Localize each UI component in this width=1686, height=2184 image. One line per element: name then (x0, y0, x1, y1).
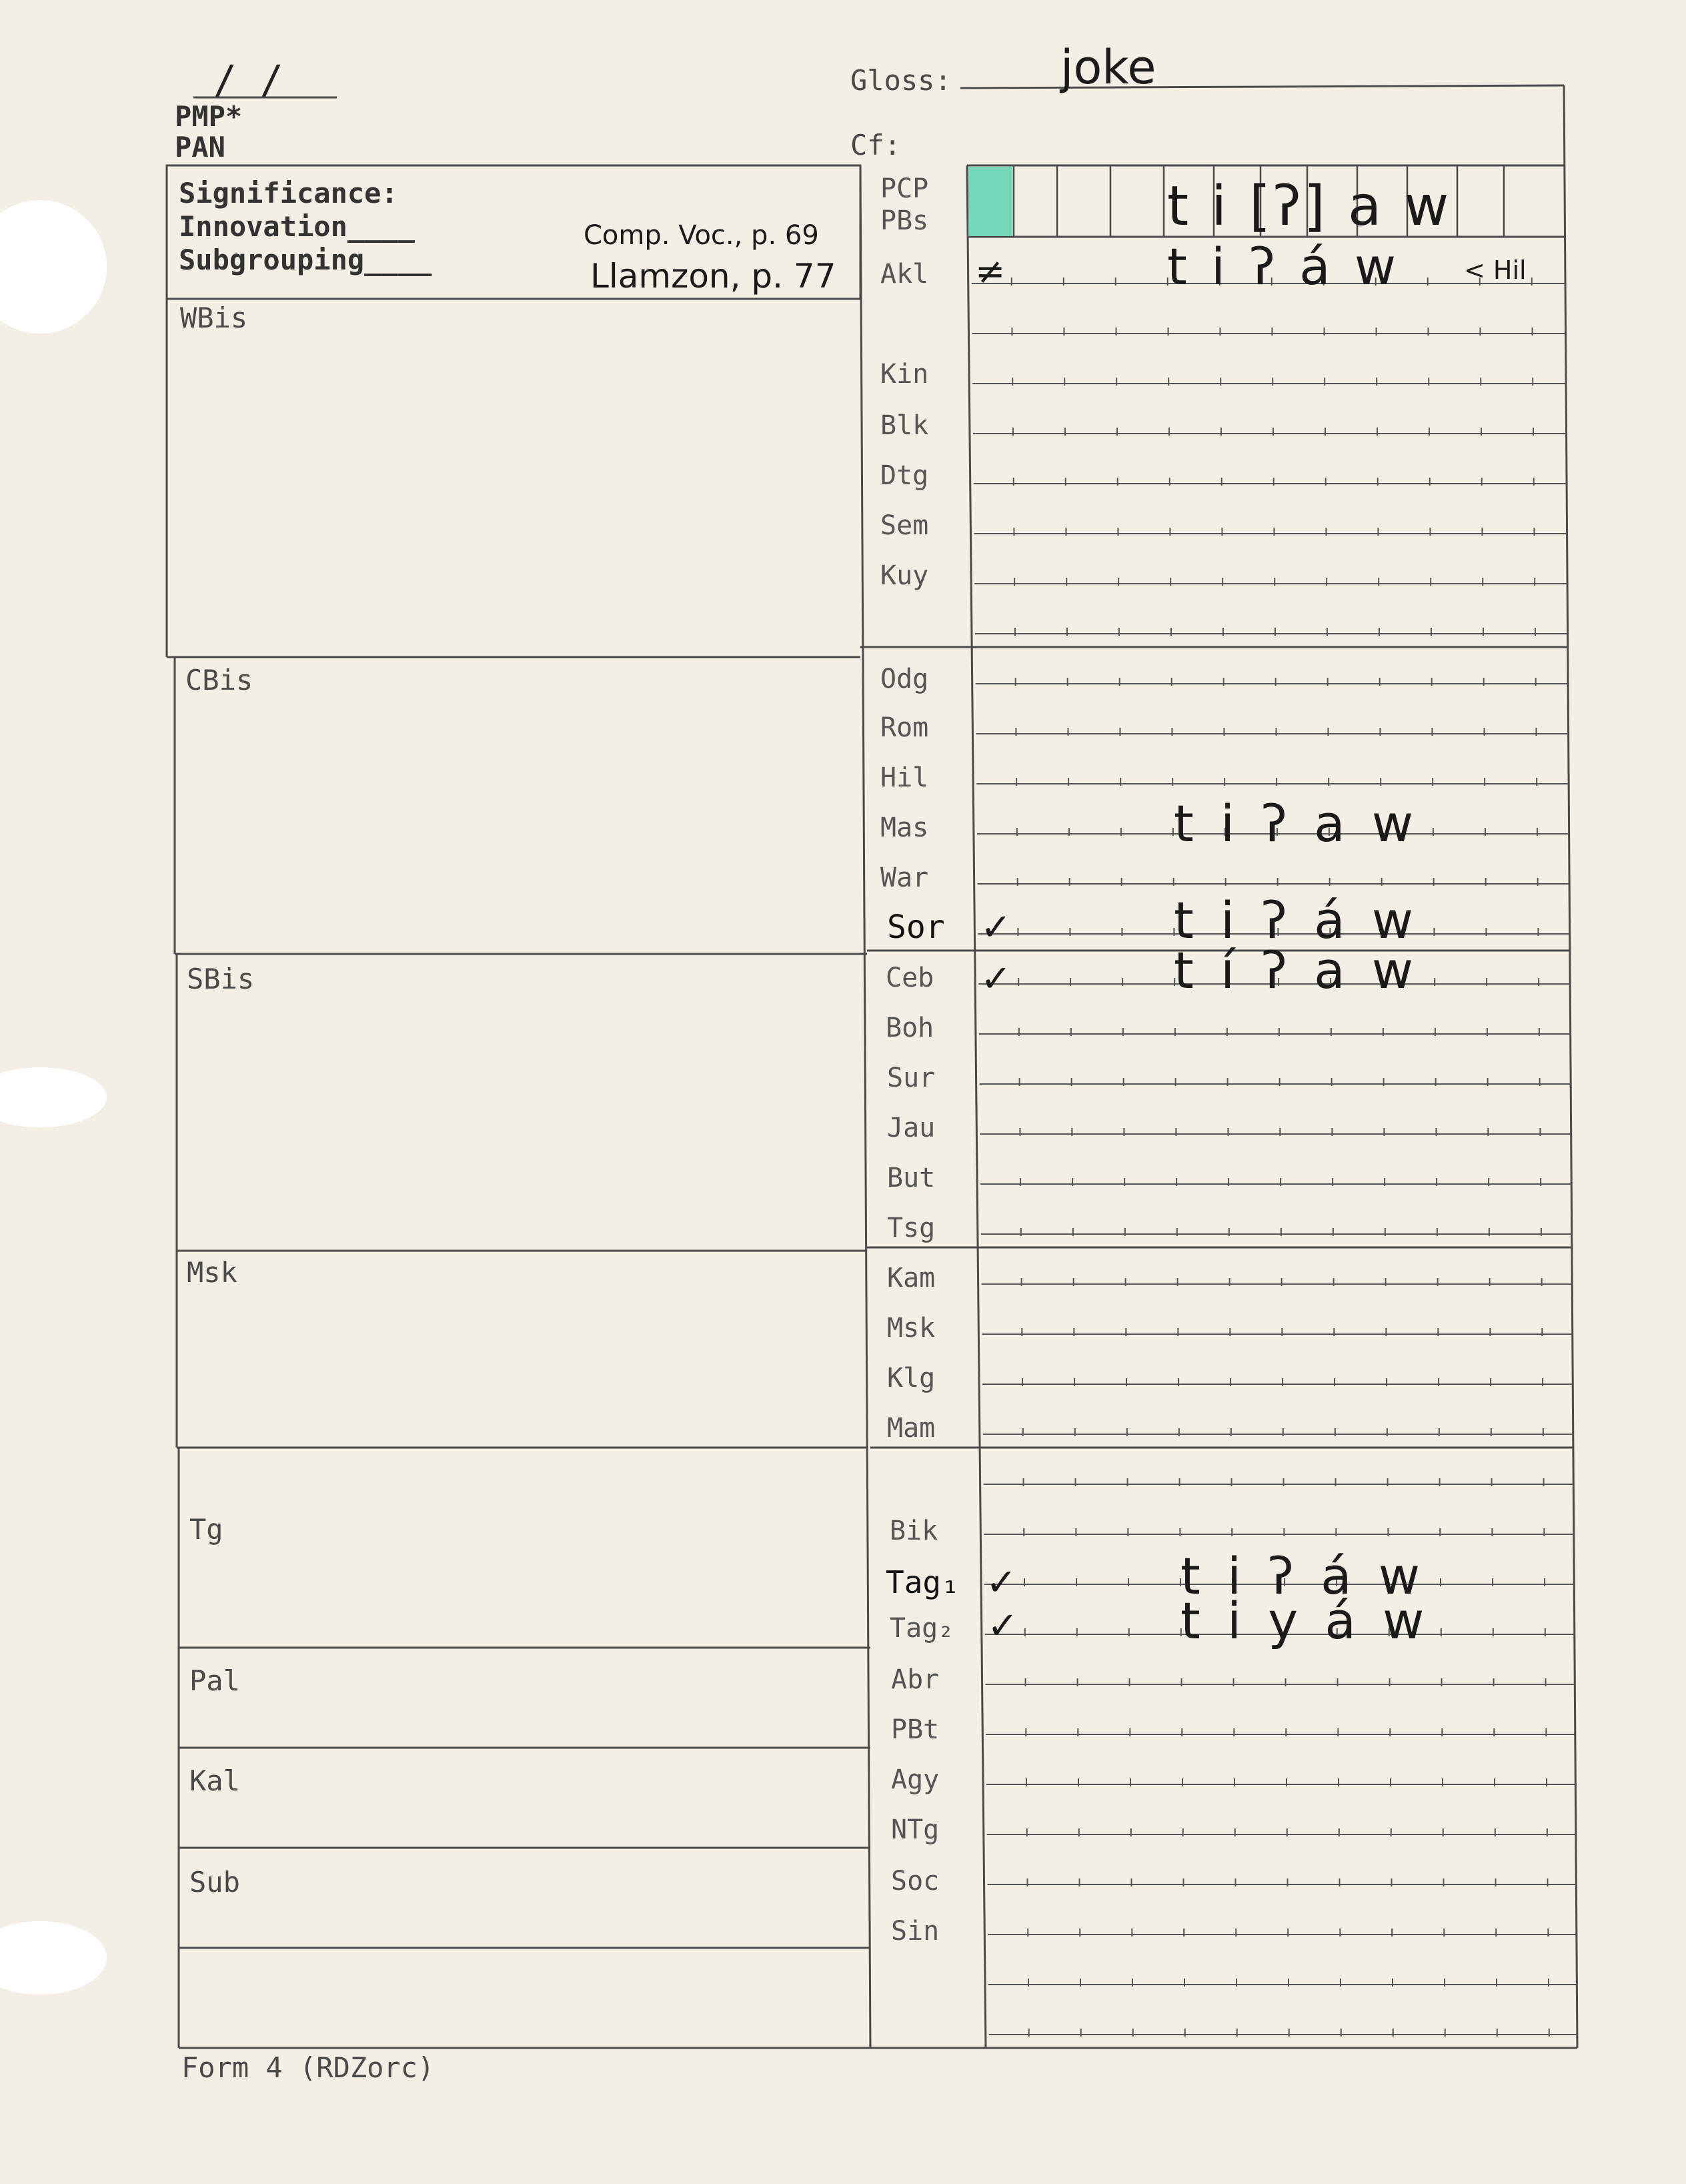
lang-pbt: PBt (891, 1714, 940, 1745)
akl-form: t i ʔ á w (1167, 237, 1401, 296)
tag2-mark: ✓ (987, 1604, 1018, 1648)
ruling-lines (972, 278, 1577, 2037)
lang-sor: Sor (887, 909, 945, 946)
date-slashes: / / (213, 57, 283, 102)
lang-soc: Soc (891, 1866, 940, 1896)
lang-blk: Blk (880, 410, 929, 441)
lang-sem: Sem (880, 510, 929, 541)
lang-dtg: Dtg (880, 460, 929, 491)
ceb-mark: ✓ (980, 957, 1012, 1001)
lang-rom: Rom (880, 712, 929, 743)
lang-jau: Jau (887, 1113, 936, 1143)
gloss-label: Gloss: (850, 64, 952, 97)
lang-sin: Sin (891, 1916, 940, 1947)
lang-tag2: Tag₂ (890, 1613, 954, 1644)
lang-kam: Kam (887, 1263, 936, 1293)
tag1-mark: ✓ (986, 1561, 1017, 1604)
section-cbis: CBis (185, 664, 253, 696)
section-sbis: SBis (187, 963, 255, 995)
lang-but: But (887, 1163, 936, 1193)
lang-akl: Akl (880, 259, 929, 290)
section-kal: Kal (189, 1764, 240, 1797)
reference-llamzon: Llamzon, p. 77 (590, 257, 836, 296)
section-pal: Pal (189, 1664, 240, 1697)
reference-comp-voc: Comp. Voc., p. 69 (584, 220, 819, 251)
section-sub: Sub (189, 1866, 240, 1898)
akl-note: < Hil (1464, 255, 1527, 285)
lang-mas: Mas (880, 812, 929, 843)
section-wbis: WBis (180, 302, 248, 334)
sor-mark: ✓ (980, 906, 1012, 949)
pcp-form: t i [ʔ] a w (1167, 175, 1452, 238)
mas-form: t i ʔ a w (1174, 794, 1419, 853)
lang-pcp: PCP (880, 173, 929, 204)
lang-msk: Msk (887, 1313, 936, 1343)
section-tg: Tg (189, 1513, 223, 1546)
lang-pbs: PBs (880, 205, 929, 236)
tag1-form: t i ʔ á w (1180, 1546, 1426, 1606)
significance-title: Significance: (179, 177, 398, 209)
form-label: Form 4 (RDZorc) (181, 2051, 435, 2084)
pmp-label: PMP* (175, 100, 243, 133)
lang-mam: Mam (887, 1413, 936, 1444)
lang-hil: Hil (880, 762, 929, 793)
lang-klg: Klg (887, 1363, 936, 1394)
lang-kuy: Kuy (880, 560, 929, 591)
cf-label: Cf: (850, 129, 901, 161)
highlighter-mark (968, 167, 1012, 236)
lang-sur: Sur (887, 1063, 936, 1093)
lang-abr: Abr (891, 1664, 940, 1695)
lang-bik: Bik (890, 1516, 938, 1546)
lang-agy: Agy (891, 1764, 940, 1795)
gloss-value: joke (1060, 40, 1156, 95)
lang-tsg: Tsg (887, 1213, 936, 1243)
innovation-label: Innovation____ (179, 210, 415, 243)
sor-form: t i ʔ á w (1174, 891, 1419, 950)
subgrouping-label: Subgrouping____ (179, 243, 432, 276)
lang-war: War (880, 863, 929, 893)
tag2-form: t i y á w (1180, 1591, 1430, 1650)
section-msk: Msk (187, 1256, 237, 1289)
lang-tag1: Tag₁ (886, 1564, 960, 1600)
lang-odg: Odg (880, 664, 929, 694)
lang-boh: Boh (886, 1013, 934, 1043)
ceb-form: t í ʔ a w (1174, 941, 1419, 1000)
lang-kin: Kin (880, 359, 929, 390)
akl-mark: ≠ (975, 250, 1006, 292)
lang-ntg: NTg (891, 1814, 940, 1845)
pan-label: PAN (175, 131, 225, 163)
lang-ceb: Ceb (886, 963, 934, 993)
